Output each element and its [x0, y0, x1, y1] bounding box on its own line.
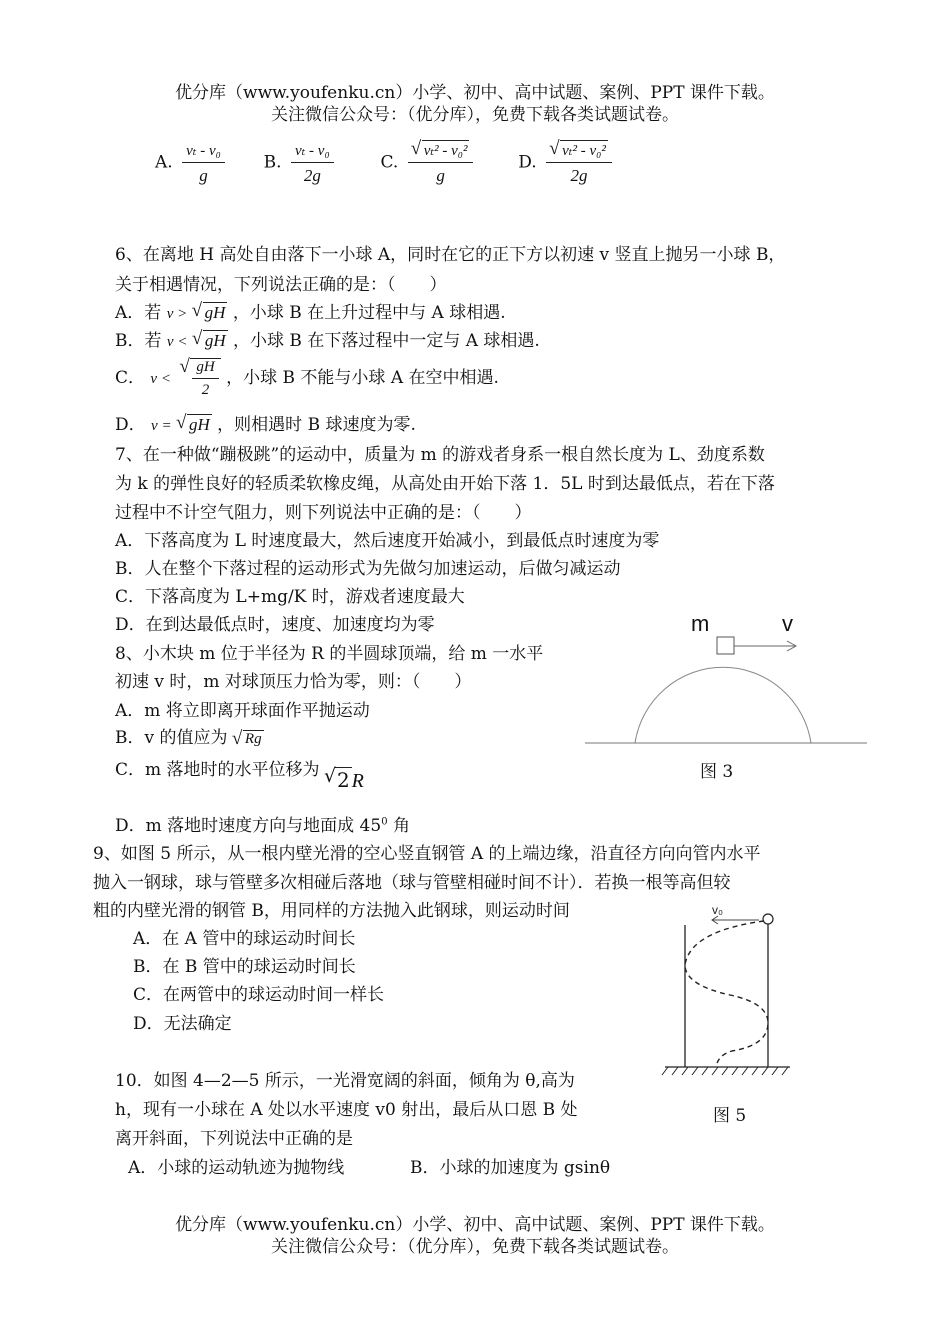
- fig5-ground-hatch: [662, 1067, 788, 1075]
- q6-option-a-condition: v >: [166, 306, 188, 322]
- q5-option-a-numerator: vₜ - v₀: [182, 141, 225, 163]
- q8-option-c-expression: [325, 767, 364, 793]
- q5-option-b-fraction: [291, 141, 334, 186]
- q7-option-d: D．在到达最低点时，速度、加速度均为零: [115, 615, 435, 635]
- q8-option-d-text: 角: [387, 816, 410, 836]
- fig3-caption: 图 3: [700, 762, 734, 782]
- q5-option-d-denominator: 2g: [570, 166, 588, 185]
- q5-options: [155, 140, 616, 186]
- q6-option-c-text: ，小球 B 不能与小球 A 在空中相遇.: [226, 367, 499, 388]
- q6-option-b-condition: v <: [166, 334, 188, 350]
- q6-stem-line-2: 关于相遇情况，下列说法正确的是：（ ）: [115, 275, 447, 295]
- q5-option-a-fraction: [182, 141, 225, 186]
- q7-stem-line-2: 为 k 的弹性良好的轻质柔软橡皮绳，从高处由开始下落 1．5L 时到达最低点，若在下落: [115, 474, 775, 494]
- q9-option-c: C．在两管中的球运动时间一样长: [133, 985, 385, 1005]
- q8-option-d-prefix: D．m 落地时速度方向与地面成 45: [115, 816, 382, 836]
- q6-option-c-radical: [190, 358, 220, 399]
- q6-option-c-rad-den: 2: [201, 382, 210, 398]
- q6-option-b: [115, 326, 540, 351]
- q10-option-a: A．小球的运动轨迹为抛物线: [128, 1158, 345, 1178]
- header-line-2: 关注微信公众号：（优分库），免费下载各类试题试卷。: [271, 105, 679, 125]
- q6-option-d-condition: v =: [151, 418, 172, 434]
- q5-option-b-label: B.: [263, 152, 282, 173]
- q6-option-c-fraction: [192, 359, 218, 399]
- q7-option-a: A．下落高度为 L 时速度最大，然后速度开始减小，到最低点时速度为零: [115, 531, 660, 551]
- q5-option-c-label: C.: [380, 152, 399, 173]
- q6-option-d-prefix: D．: [115, 415, 146, 435]
- q5-option-d-label: D.: [518, 152, 537, 173]
- footer-line-1: 优分库（www.youfenku.cn）小学、初中、高中试题、案例、PPT 课件下载。: [175, 1215, 775, 1235]
- q8-option-c: [115, 755, 364, 792]
- q6-option-d-radical: √ gH: [187, 414, 212, 435]
- fig5-trajectory: [685, 921, 768, 1067]
- q5-option-c-numerator: [408, 140, 474, 163]
- q9-stem-line-1: 9、如图 5 所示，从一根内壁光滑的空心竖直钢管 A 的上端边缘，沿直径方向向管内水平: [93, 844, 761, 864]
- figure-5-pipe: [660, 895, 800, 1085]
- q10-stem-line-3: 离开斜面，下列说法中正确的是: [115, 1129, 353, 1149]
- q5-option-d-fraction: [546, 140, 612, 186]
- q5-option-d-radical: √ vₜ² - v₀²: [560, 140, 608, 160]
- fig5-v0-label: v₀: [712, 903, 723, 917]
- q9-stem-line-2: 抛入一钢球，球与管壁多次相碰后落地（球与管壁相碰时间不计）．若换一根等高但较: [93, 873, 731, 893]
- figure-3-hemisphere: [585, 605, 870, 750]
- q8-option-c-var: R: [351, 770, 364, 792]
- q6-option-c-rad-num: √ gH: [192, 359, 218, 379]
- q6-option-a-radical: √ gH: [203, 302, 228, 323]
- q8-option-b-radical: √ Rg: [243, 730, 264, 748]
- q6-option-d-text: ，则相遇时 B 球速度为零.: [217, 415, 416, 435]
- q5-option-b-numerator: vₜ - v₀: [291, 141, 334, 163]
- q5-option-a-label: A.: [155, 152, 173, 173]
- q8-stem-line-1: 8、小木块 m 位于半径为 R 的半圆球顶端，给 m 一水平: [115, 644, 544, 664]
- q6-stem-line-1: 6、在离地 H 高处自由落下一小球 A，同时在它的正下方以初速 v 竖直上抛另一小球 B，: [115, 245, 786, 265]
- q6-option-b-radical: √ gH: [203, 330, 228, 351]
- q10-stem-line-2: h，现有一小球在 A 处以水平速度 v0 射出，最后从口恩 B 处: [115, 1100, 578, 1120]
- q7-stem-line-3: 过程中不计空气阻力，则下列说法中正确的是：（ ）: [115, 503, 532, 523]
- q8-stem-line-2: 初速 v 时，m 对球顶压力恰为零，则：（ ）: [115, 672, 472, 692]
- header-line-1: 优分库（www.youfenku.cn）小学、初中、高中试题、案例、PPT 课件下载。: [175, 83, 775, 103]
- q5-option-a-denominator: g: [199, 165, 208, 185]
- q6-option-c-condition: v <: [150, 370, 171, 387]
- fig5-ball: [763, 914, 773, 924]
- q8-option-d: [115, 811, 410, 836]
- q9-option-d: D．无法确定: [133, 1014, 232, 1034]
- q8-option-c-radical: √ 2: [335, 767, 352, 792]
- q6-option-b-prefix: B．若: [115, 331, 162, 351]
- q8-option-b-prefix: B．v 的值应为: [115, 728, 228, 748]
- q10-stem-line-1: 10．如图 4—2—5 所示，一光滑宽阔的斜面，倾角为 θ,高为: [115, 1071, 575, 1091]
- q6-option-a: [115, 298, 506, 323]
- q8-option-a: A．m 将立即离开球面作平抛运动: [115, 701, 370, 721]
- q6-option-b-text: ，小球 B 在下落过程中一定与 A 球相遇.: [233, 331, 540, 351]
- q6-option-a-text: ，小球 B 在上升过程中与 A 球相遇.: [232, 303, 506, 323]
- fig3-velocity-label: v: [782, 611, 793, 636]
- q8-option-d-degree: 0: [381, 816, 388, 828]
- q5-option-c-radical: √ vₜ² - v₀²: [422, 140, 470, 160]
- q5-option-d-numerator: [546, 140, 612, 163]
- q5-option-b-denominator: 2g: [303, 165, 321, 185]
- q6-option-c: [115, 358, 499, 399]
- q7-option-b: B．人在整个下落过程的运动形式为先做匀加速运动，后做匀减运动: [115, 559, 621, 579]
- q8-option-b: [115, 723, 264, 748]
- q6-option-a-prefix: A．若: [115, 303, 162, 323]
- q7-stem-line-1: 7、在一种做“蹦极跳”的运动中，质量为 m 的游戏者身系一根自然长度为 L、劲度系数: [115, 445, 765, 465]
- fig5-caption: 图 5: [713, 1106, 747, 1126]
- q5-option-c-denominator: g: [436, 166, 445, 185]
- fig3-block: [717, 637, 734, 654]
- q9-stem-line-3: 粗的内壁光滑的钢管 B，用同样的方法抛入此钢球，则运动时间: [93, 901, 570, 921]
- q7-option-c: C．下落高度为 L+mg/K 时，游戏者速度最大: [115, 587, 465, 607]
- fig3-hemisphere-arc: [635, 667, 811, 743]
- footer-line-2: 关注微信公众号：（优分库），免费下载各类试题试卷。: [271, 1237, 679, 1257]
- q8-option-c-prefix: C．m 落地时的水平位移为: [115, 760, 320, 780]
- q9-option-a: A．在 A 管中的球运动时间长: [133, 929, 356, 949]
- q10-option-b: B．小球的加速度为 gsinθ: [410, 1158, 611, 1178]
- q5-option-c-fraction: [408, 140, 474, 186]
- fig3-mass-label: m: [691, 611, 710, 636]
- q9-option-b: B．在 B 管中的球运动时间长: [133, 957, 356, 977]
- q6-option-d: [115, 410, 416, 435]
- q6-option-c-prefix: C．: [115, 367, 146, 388]
